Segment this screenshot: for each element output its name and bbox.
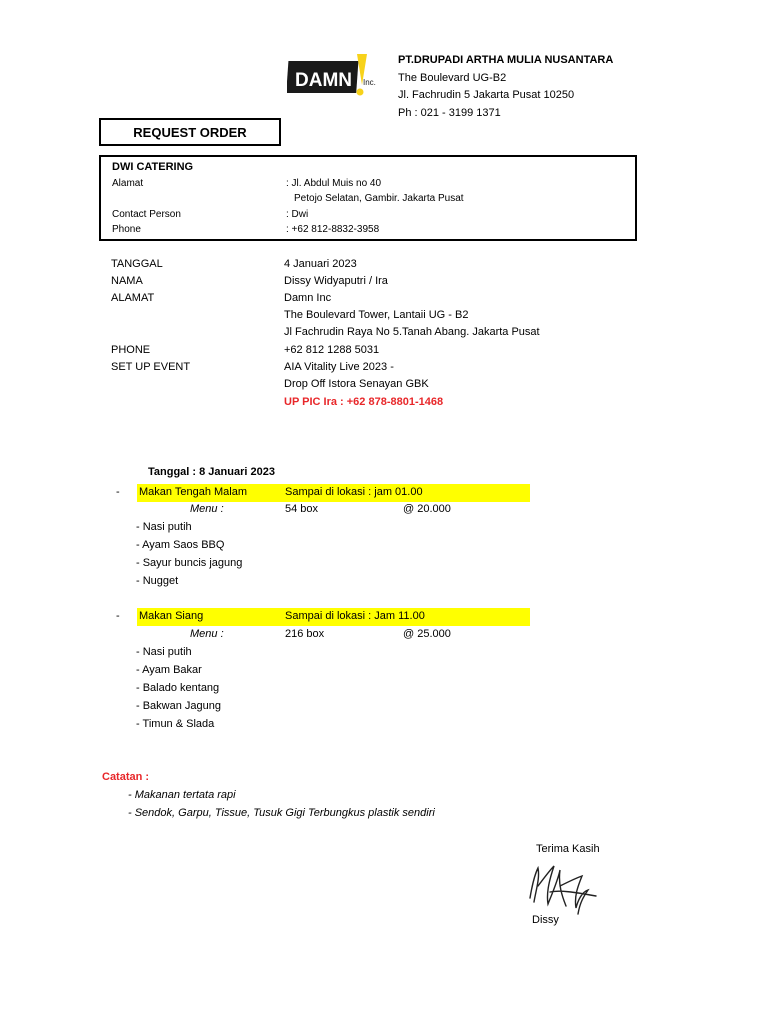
vendor-contact-value: : Dwi — [286, 209, 309, 220]
order-2-item: - Timun & Slada — [136, 718, 215, 730]
closing-name: Dissy — [532, 914, 559, 926]
logo-suffix: Inc. — [363, 78, 376, 87]
order-2-title: Makan Siang — [139, 610, 204, 622]
logo-text: DAMN — [295, 70, 352, 91]
order-2-qty: 216 box — [285, 628, 325, 640]
order-2-dash: - — [116, 610, 120, 622]
order-1-dash: - — [116, 486, 120, 498]
order-2-item: - Ayam Bakar — [136, 664, 202, 676]
order-1-item: - Nasi putih — [136, 521, 192, 533]
vendor-phone-label: Phone — [112, 224, 141, 235]
order-1-qty: 54 box — [285, 503, 319, 515]
company-phone: Ph : 021 - 3199 1371 — [398, 106, 501, 119]
vendor-phone-value: : +62 812-8832-3958 — [286, 224, 380, 235]
order-2-menu-label: Menu : — [190, 628, 224, 640]
company-address-2: Jl. Fachrudin 5 Jakarta Pusat 10250 — [398, 89, 575, 101]
order-2-arrival: Sampai di lokasi : Jam 11.00 — [285, 610, 425, 622]
damn-logo — [287, 53, 383, 101]
event-line-1: AIA Vitality Live 2023 - — [284, 361, 394, 373]
order-2-item: - Nasi putih — [136, 646, 192, 658]
signature-image — [520, 856, 600, 920]
nama-value: Dissy Widyaputri / Ira — [284, 275, 388, 287]
order-1-item: - Sayur buncis jagung — [136, 557, 243, 569]
notes-label: Catatan : — [102, 771, 150, 783]
company-header — [398, 52, 613, 122]
alamat-line-3: Jl Fachrudin Raya No 5.Tanah Abang. Jakarta Pusat — [284, 326, 540, 338]
notes-item: - Makanan tertata rapi — [128, 789, 236, 801]
company-address-1: The Boulevard UG-B2 — [398, 71, 507, 84]
event-line-2: Drop Off Istora Senayan GBK — [284, 378, 429, 390]
tanggal-value: 4 Januari 2023 — [284, 258, 357, 270]
order-1-item: - Ayam Saos BBQ — [136, 539, 225, 551]
nama-label: NAMA — [111, 275, 143, 287]
phone-label: PHONE — [111, 344, 151, 356]
closing-thanks: Terima Kasih — [536, 843, 600, 855]
pic-contact: UP PIC Ira : +62 878-8801-1468 — [284, 396, 444, 408]
order-2-item: - Balado kentang — [136, 682, 220, 694]
order-2-item: - Bakwan Jagung — [136, 700, 221, 712]
order-1-arrival: Sampai di lokasi : jam 01.00 — [285, 486, 423, 498]
notes-item: - Sendok, Garpu, Tissue, Tusuk Gigi Terbungkus plastik sendiri — [128, 807, 435, 819]
tanggal-label: TANGGAL — [111, 258, 163, 270]
vendor-alamat-label: Alamat — [112, 178, 144, 189]
vendor-name: DWI CATERING — [112, 161, 194, 173]
company-name: PT.DRUPADI ARTHA MULIA NUSANTARA — [398, 54, 614, 66]
order-1-price: @ 20.000 — [403, 503, 451, 515]
vendor-alamat-line1: : Jl. Abdul Muis no 40 — [286, 178, 382, 189]
alamat-label: ALAMAT — [111, 292, 155, 304]
phone-value: +62 812 1288 5031 — [284, 344, 380, 356]
alamat-line-2: The Boulevard Tower, Lantaii UG - B2 — [284, 309, 469, 321]
schedule-date: Tanggal : 8 Januari 2023 — [148, 466, 275, 478]
page-title: REQUEST ORDER — [99, 118, 281, 146]
alamat-line-1: Damn Inc — [284, 292, 332, 304]
order-1-menu-label: Menu : — [190, 503, 224, 515]
order-2-price: @ 25.000 — [403, 628, 451, 640]
order-1-item: - Nugget — [136, 575, 179, 587]
vendor-alamat-line2: Petojo Selatan, Gambir. Jakarta Pusat — [294, 193, 464, 204]
order-1-title: Makan Tengah Malam — [139, 486, 248, 498]
vendor-box — [99, 155, 637, 241]
vendor-contact-label: Contact Person — [112, 209, 181, 220]
event-label: SET UP EVENT — [111, 361, 191, 373]
